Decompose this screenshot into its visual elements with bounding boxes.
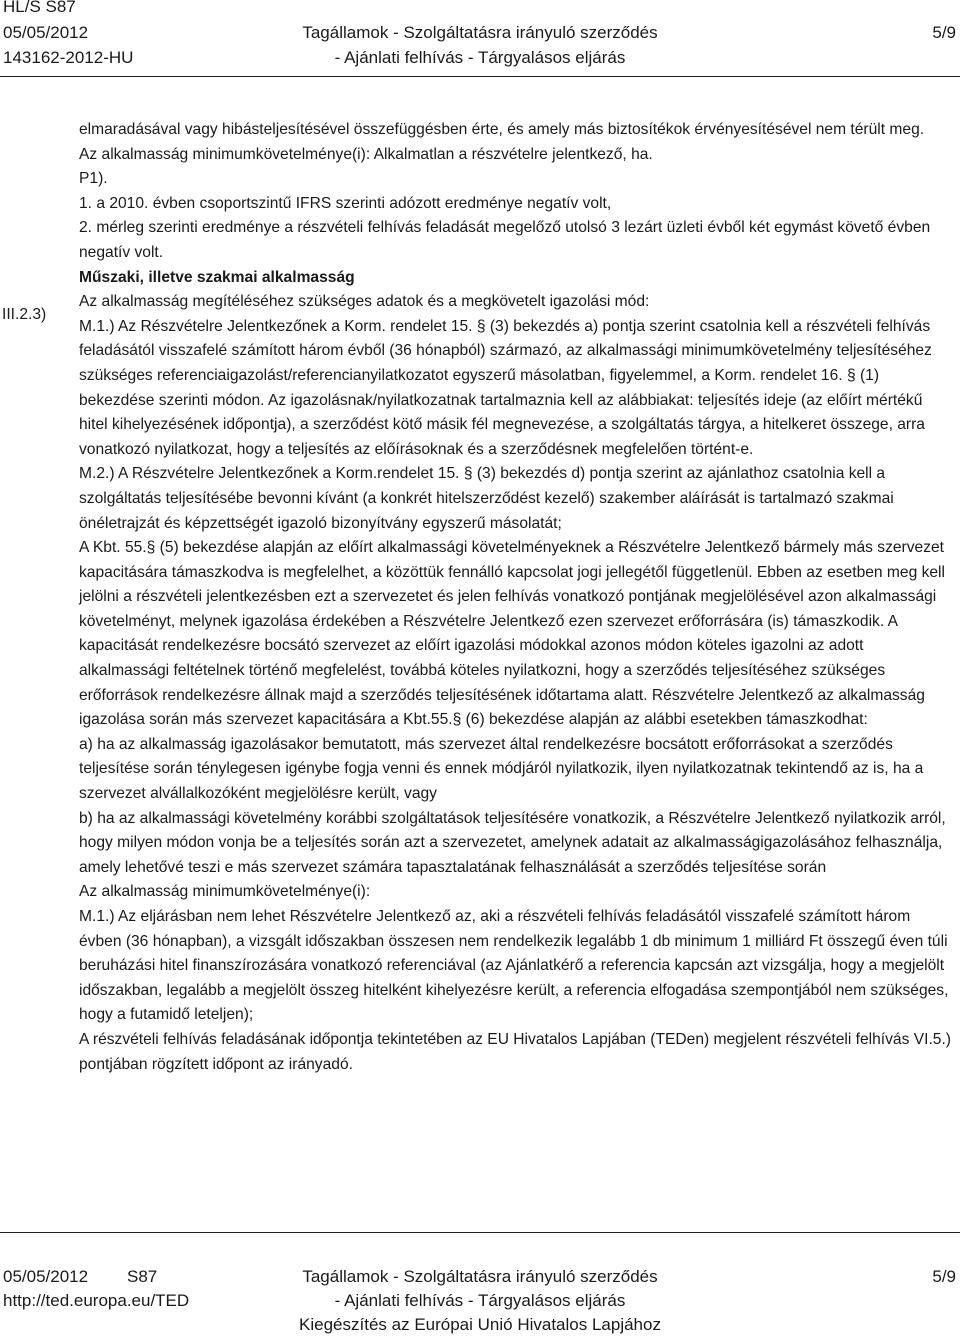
header-journal-ref: HL/S S87 (3, 0, 76, 16)
footer-title: Tagállamok - Szolgáltatásra irányuló szerződés (302, 1267, 658, 1286)
footer-series: S87 (127, 1267, 158, 1286)
footer-supplement: Kiegészítés az Európai Unió Hivatalos Lapjához (299, 1315, 661, 1334)
section-title: Műszaki, illetve szakmai alkalmasság (79, 268, 355, 286)
paragraph: a) ha az alkalmasság igazolásakor bemutatott, más szervezet által rendelkezésre bocsátott erőforrásokat a szerződés teljesítése során ténylegesen igénybe fogja venni és ennek módjáról nyilatkozik, ilyen nyilatkozatnak tekintendő az is, ha a szervezet alvállalkozóként megjelölésre került, vagy (79, 735, 924, 803)
section-number: III.2.3) (2, 306, 47, 323)
paragraph: elmaradásával vagy hibásteljesítésével összefüggésben érte, és amely más biztosítékok érvényesítésével nem térült meg. (79, 121, 925, 138)
paragraph: 2. mérleg szerinti eredménye a részvételi felhívás feladását megelőző utolsó 3 lezárt üzleti évből két egymást követő évben negatív volt. (79, 219, 931, 261)
paragraph: Az alkalmasság megítéléséhez szükséges adatok és a megkövetelt igazolási mód: (79, 293, 650, 311)
paragraph: 1. a 2010. évben csoportszintű IFRS szerinti adózott eredménye negatív volt, (79, 194, 612, 212)
paragraph: M.2.) A Részvételre Jelentkezőnek a Korm.rendelet 15. § (3) bekezdés d) pontja szerint az ajánlathoz csatolnia kell a szolgáltatás teljesítésébe bevonni kívánt (a konkrét hitelszerződést kezelő) szakember aláírását is tartalmazó szakmai önéletrajzát és képzettségét igazoló bizonyítvány egyszerű másolatát; (79, 465, 894, 532)
header-date: 05/05/2012 (3, 23, 89, 42)
header-page-number: 5/9 (932, 23, 956, 42)
paragraph: M.1.) Az Részvételre Jelentkezőnek a Korm. rendelet 15. § (3) bekezdés a) pontja szerint csatolnia kell a részvételi felhívás feladásától visszafelé számított három évből (36 hónapból) származó, az alkalmassági minimumkövetelmény teljesítéséhez szükséges referenciaigazolást/referencianyilatkozatot egyszerű másolatban, figyelemmel, a Korm. rendelet 16. § (1) bekezdése szerinti módon. Az igazolásnak/nyilatkozatnak tartalmaznia kell az alábbiakat: teljesítés ideje (az előírt mértékű hitel kihelyezésének időpontja), a szerződést kötő másik fél megnevezése, a szolgáltatás tárgya, a hitelkeret összege, arra vonatkozó nyilatkozat, hogy a teljesítés az előírásoknak és a szerződésnek megfelelően történt-e. (79, 317, 932, 458)
header-title: Tagállamok - Szolgáltatásra irányuló szerződés (302, 23, 658, 42)
header-subtitle: - Ajánlati felhívás - Tárgyalásos eljárás (334, 48, 626, 67)
footer-url: http://ted.europa.eu/TED (3, 1291, 190, 1310)
paragraph: A Kbt. 55.§ (5) bekezdése alapján az előírt alkalmassági követelményeknek a Részvételre Jelentkező bármely más szervezet kapacitására támaszkodva is megfelelhet, a közöttük fennálló kapcsolat jogi jellegétől függetlenül. Ebben az esetben meg kell jelölni a részvételi jelentkezésben ezt a szervezetet és jelen felhívás vonatkozó pontjának megjelölésével azon alkalmassági követelményt, melynek igazolása érdekében a Részvételre Jelentkező ezen szervezet erőforrására (is) támaszkodik. A kapacitását rendelkezésre bocsátó szervezet az előírt igazolási módokkal azonos módon köteles igazolni az adott alkalmassági feltételnek történő megfelelést, továbbá köteles nyilatkozni, hogy a szerződés teljesítéséhez szükséges erőforrások rendelkezésre állnak majd a szerződés teljesítésének időtartama alatt. Részvételre Jelentkező az alkalmasság igazolása során más szervezet kapacitására a Kbt.55.§ (6) bekezdése alapján az alábbi esetekben támaszkodhat: (79, 539, 945, 729)
footer-date: 05/05/2012 (3, 1267, 89, 1286)
document-body (79, 118, 955, 1077)
paragraph: Az alkalmasság minimumkövetelménye(i): (79, 883, 371, 901)
footer-divider (0, 1232, 960, 1233)
paragraph: P1). (79, 170, 108, 188)
header-notice-id: 143162-2012-HU (3, 48, 134, 67)
paragraph: b) ha az alkalmassági követelmény korábbi szolgáltatások teljesítésére vonatkozik, a Részvételre Jelentkező nyilatkozik arról, hogy milyen módon vonja be a teljesítés során azt a szervezetet, amelynek adatait az alkalmasságigazolásához felhasználja, amely lehetővé teszi e más szervezet számára tapasztalatának felhasználását a szerződés teljesítése során (79, 809, 946, 876)
footer-subtitle: - Ajánlati felhívás - Tárgyalásos eljárás (334, 1291, 626, 1310)
header-divider (0, 76, 960, 77)
footer-page-number: 5/9 (932, 1267, 956, 1286)
paragraph: A részvételi felhívás feladásának időpontja tekintetében az EU Hivatalos Lapjában (TEDen) megjelent részvételi felhívás VI.5.) pontjában rögzített időpont az irányadó. (79, 1030, 951, 1073)
paragraph: Az alkalmasság minimumkövetelménye(i): Alkalmatlan a részvételre jelentkező, ha. (79, 145, 653, 163)
paragraph: M.1.) Az eljárásban nem lehet Részvételre Jelentkező az, aki a részvételi felhívás feladásától visszafelé számított három évben (36 hónapban), a vizsgált időszakban összesen nem rendelkezik legalább 1 db minimum 1 milliárd Ft összegű éven túli beruházási hitel finanszírozására vonatkozó referenciával (az Ajánlatkérő a referencia kapcsán azt vizsgálja, hogy a megjelölt időszakban, legalább a megjelölt összeg hitelként kihelyezésre került, a referencia elfogadása szempontjából nem szükséges, hogy a futamidő leteljen); (79, 908, 949, 1024)
